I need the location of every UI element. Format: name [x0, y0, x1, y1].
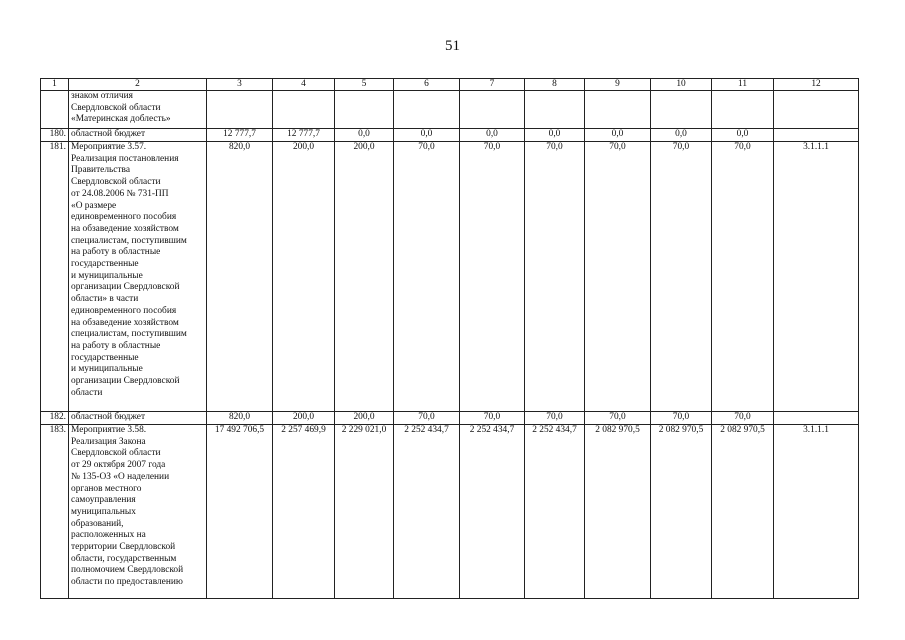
value-cell: 0,0: [335, 129, 394, 142]
header-cell: 4: [273, 79, 335, 91]
value-cell: 70,0: [712, 142, 774, 412]
value-cell: [207, 91, 273, 129]
header-cell: 7: [460, 79, 525, 91]
value-cell: 0,0: [712, 129, 774, 142]
value-cell: 0,0: [394, 129, 460, 142]
table-row: [41, 425, 859, 599]
header-cell: 9: [585, 79, 651, 91]
value-cell: 70,0: [712, 412, 774, 425]
value-cell: 200,0: [335, 412, 394, 425]
value-cell: 2 082 970,5: [585, 425, 651, 599]
header-cell: 8: [525, 79, 585, 91]
header-cell: 2: [69, 79, 207, 91]
code-cell: [774, 91, 859, 129]
value-cell: 2 082 970,5: [651, 425, 712, 599]
value-cell: 70,0: [651, 142, 712, 412]
value-cell: [585, 91, 651, 129]
value-cell: 70,0: [460, 412, 525, 425]
value-cell: 2 229 021,0: [335, 425, 394, 599]
header-cell: 3: [207, 79, 273, 91]
value-cell: 820,0: [207, 412, 273, 425]
code-cell: [774, 412, 859, 425]
header-cell: 11: [712, 79, 774, 91]
table-row: [41, 91, 859, 129]
code-cell: 3.1.1.1: [774, 425, 859, 599]
code-cell: [774, 129, 859, 142]
value-cell: 70,0: [394, 412, 460, 425]
value-cell: 2 082 970,5: [712, 425, 774, 599]
header-cell: 1: [41, 79, 69, 91]
row-description: областной бюджет: [69, 129, 207, 142]
value-cell: [273, 91, 335, 129]
value-cell: 70,0: [460, 142, 525, 412]
value-cell: [525, 91, 585, 129]
header-cell: 6: [394, 79, 460, 91]
budget-table: [40, 78, 859, 599]
value-cell: 2 252 434,7: [525, 425, 585, 599]
row-description: знаком отличия Свердловской области «Материнская доблесть»: [69, 91, 207, 129]
row-number: 181.: [41, 142, 69, 412]
value-cell: 2 257 469,9: [273, 425, 335, 599]
value-cell: 0,0: [525, 129, 585, 142]
value-cell: 70,0: [651, 412, 712, 425]
value-cell: 0,0: [651, 129, 712, 142]
value-cell: 70,0: [525, 142, 585, 412]
row-number: 180.: [41, 129, 69, 142]
value-cell: 17 492 706,5: [207, 425, 273, 599]
value-cell: 70,0: [394, 142, 460, 412]
row-number: 183.: [41, 425, 69, 599]
header-cell: 10: [651, 79, 712, 91]
value-cell: 200,0: [273, 142, 335, 412]
row-number: [41, 91, 69, 129]
value-cell: [712, 91, 774, 129]
value-cell: 0,0: [460, 129, 525, 142]
value-cell: [335, 91, 394, 129]
table-header-row: [41, 79, 859, 91]
value-cell: 200,0: [335, 142, 394, 412]
value-cell: 12 777,7: [207, 129, 273, 142]
row-number: 182.: [41, 412, 69, 425]
code-cell: 3.1.1.1: [774, 142, 859, 412]
value-cell: 0,0: [585, 129, 651, 142]
value-cell: 2 252 434,7: [460, 425, 525, 599]
table-row: [41, 412, 859, 425]
table-row: [41, 142, 859, 412]
header-cell: 5: [335, 79, 394, 91]
row-description: Мероприятие 3.58. Реализация Закона Свердловской области от 29 октября 2007 года № 135-ОЗ «О наделении органов местного самоуправления муниципальных образований, расположенных на территории Свердловской области, государственным полномочием Свердловской области по предоставлению: [69, 425, 207, 599]
value-cell: 12 777,7: [273, 129, 335, 142]
page-number: 51: [445, 38, 460, 54]
value-cell: [394, 91, 460, 129]
row-description: Мероприятие 3.57. Реализация постановления Правительства Свердловской области от 24.08.2006 № 731-ПП «О размере единовременного пособия на обзаведение хозяйством специалистам, поступившим на работу в областные государственные и муниципальные организации Свердловской области» в части единовременного пособия на обзаведение хозяйством специалистам, поступившим на работу в областные государственные и муниципальные организации Свердловской области: [69, 142, 207, 412]
value-cell: 70,0: [525, 412, 585, 425]
value-cell: 820,0: [207, 142, 273, 412]
value-cell: 200,0: [273, 412, 335, 425]
table-row: [41, 129, 859, 142]
header-cell: 12: [774, 79, 859, 91]
value-cell: 70,0: [585, 412, 651, 425]
value-cell: 2 252 434,7: [394, 425, 460, 599]
value-cell: [651, 91, 712, 129]
value-cell: [460, 91, 525, 129]
row-description: областной бюджет: [69, 412, 207, 425]
value-cell: 70,0: [585, 142, 651, 412]
